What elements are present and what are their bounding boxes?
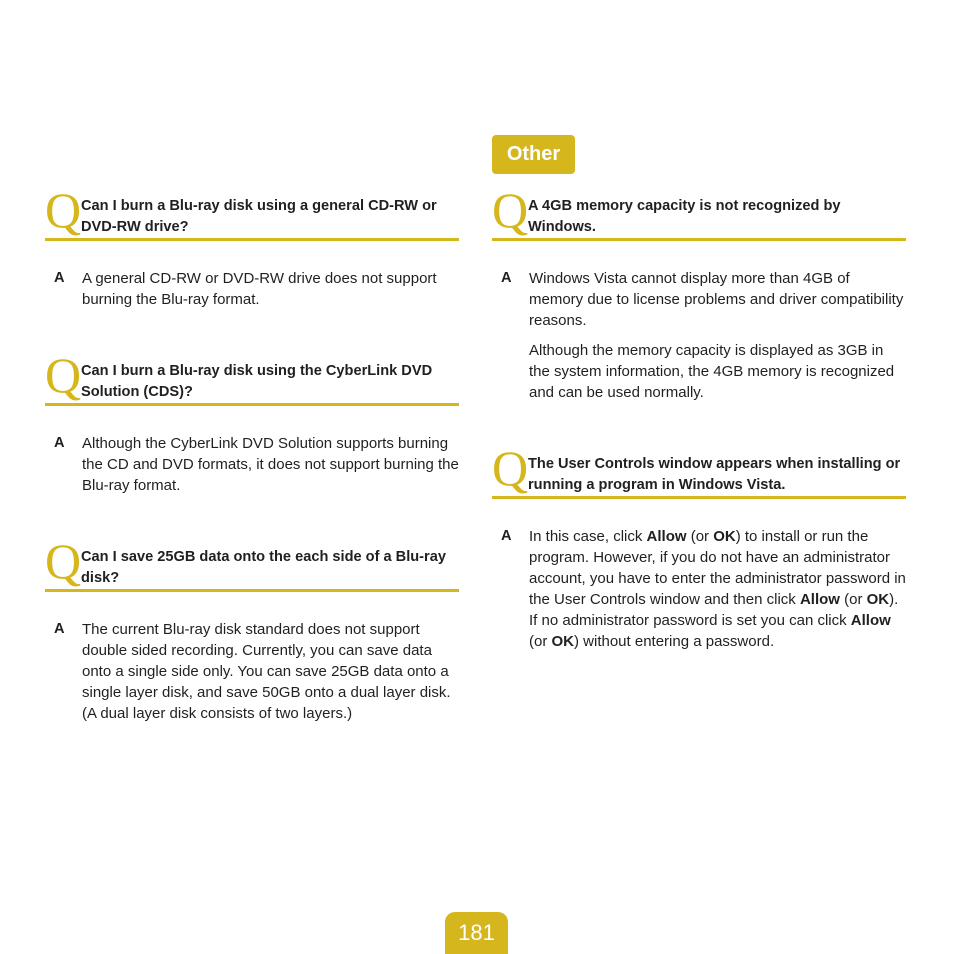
question-text: A 4GB memory capacity is not recognized by Windows. xyxy=(528,198,841,235)
question-text: Can I burn a Blu-ray disk using a general CD-RW or DVD-RW drive? xyxy=(81,198,437,235)
question-text: Can I save 25GB data onto the each side of a Blu-ray disk? xyxy=(81,549,446,586)
answer-text: Windows Vista cannot display more than 4GB of memory due to license problems and driver compatibility reasons. xyxy=(529,270,904,329)
faq-answer-4 xyxy=(492,268,906,412)
q-icon: Q xyxy=(45,347,82,403)
answer-fragment: ) without entering a password. xyxy=(574,633,775,650)
section-badge-other: Other xyxy=(492,135,575,174)
question-text: Can I burn a Blu-ray disk using the CyberLink DVD Solution (CDS)? xyxy=(81,363,433,400)
answer-mark: A xyxy=(54,621,65,637)
question-header xyxy=(45,533,459,592)
faq-answer-2 xyxy=(45,433,459,505)
q-icon: Q xyxy=(492,182,529,238)
answer-fragment: ). If no administrator password is set you can click xyxy=(529,591,899,629)
answer-mark: A xyxy=(501,270,512,286)
answer-emphasis: OK xyxy=(551,633,574,650)
q-icon: Q xyxy=(45,533,82,589)
question-header xyxy=(492,440,906,499)
answer-fragment: (or xyxy=(686,528,714,545)
answer-text: The current Blu-ray disk standard does not support double sided recording. Currently, you can save data onto a single side only. You can save 25GB data onto a single layer disk, and save 50GB onto a dual layer disk. (A dual layer disk consists of two layers.) xyxy=(82,621,451,722)
answer-text: A general CD-RW or DVD-RW drive does not support burning the Blu-ray format. xyxy=(82,270,437,308)
q-icon: Q xyxy=(45,182,82,238)
faq-answer-3 xyxy=(45,619,459,733)
question-header xyxy=(45,182,459,241)
answer-mark: A xyxy=(54,435,65,451)
answer-emphasis: Allow xyxy=(799,591,840,608)
answer-text xyxy=(529,526,906,652)
answer-mark: A xyxy=(501,528,512,544)
answer-text: Although the memory capacity is displayed as 3GB in the system information, the 4GB memory is recognized and can be used normally. xyxy=(529,342,895,401)
page-number: 181 xyxy=(445,912,508,954)
answer-fragment: In this case, click xyxy=(529,528,647,545)
answer-text: Although the CyberLink DVD Solution supports burning the CD and DVD formats, it does not support burning the Blu-ray format. xyxy=(82,435,459,494)
question-text: The User Controls window appears when installing or running a program in Windows Vista. xyxy=(528,456,901,493)
answer-fragment: ) to install or run the program. However, if you do not have an administrator account, you have to enter the administrator password in the User Controls window and then click xyxy=(529,528,906,608)
answer-mark: A xyxy=(54,270,65,286)
question-header xyxy=(492,182,906,241)
question-header xyxy=(45,347,459,406)
answer-fragment: (or xyxy=(529,633,552,650)
faq-question-2 xyxy=(45,347,459,406)
faq-answer-1 xyxy=(45,268,459,319)
answer-fragment: (or xyxy=(839,591,867,608)
faq-question-3 xyxy=(45,533,459,592)
faq-question-4 xyxy=(492,182,906,241)
faq-answer-5 xyxy=(492,526,906,661)
answer-emphasis: OK xyxy=(866,591,890,608)
faq-question-1 xyxy=(45,182,459,241)
q-icon: Q xyxy=(492,440,529,496)
answer-emphasis: OK xyxy=(713,528,736,545)
faq-question-5 xyxy=(492,440,906,499)
answer-emphasis: Allow xyxy=(646,528,687,545)
answer-emphasis: Allow xyxy=(850,612,891,629)
